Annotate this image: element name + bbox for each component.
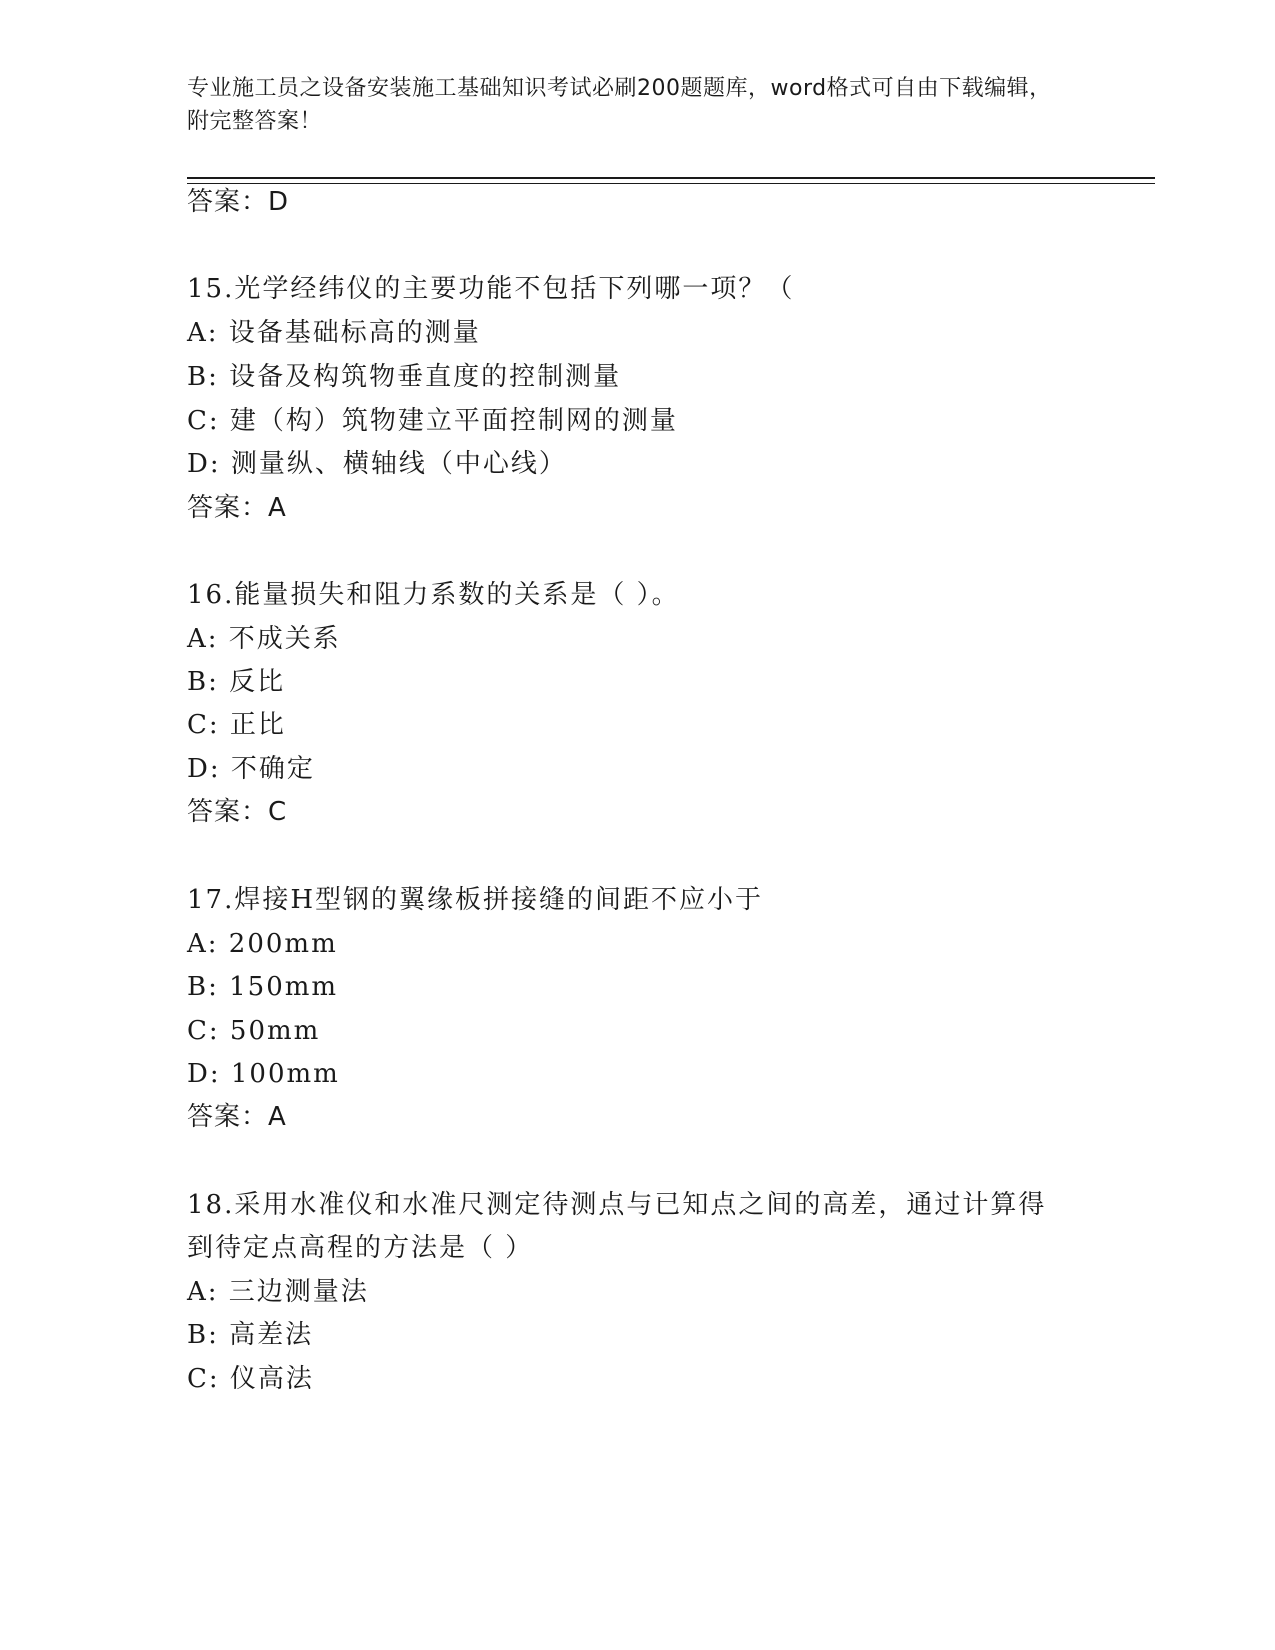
question-option: D: 不确定 <box>187 754 315 784</box>
question-option: A: 设备基础标高的测量 <box>187 318 481 348</box>
document-header: 专业施工员之设备安装施工基础知识考试必刷200题题库，word格式可自由下载编辑，附完整答案！ <box>187 76 1052 134</box>
answer-text: 答案：A <box>187 493 287 523</box>
question-option: A: 200mm <box>187 929 338 959</box>
question-stem: 16.能量损失和阻力系数的关系是（ ）。 <box>187 580 680 610</box>
header-rule-thick <box>187 177 1155 179</box>
question-option: A: 不成关系 <box>187 624 341 654</box>
question-stem-continued: 到待定点高程的方法是（ ） <box>187 1233 534 1263</box>
question-stem: 18.采用水准仪和水准尺测定待测点与已知点之间的高差，通过计算得 <box>187 1190 1047 1220</box>
question-option: C: 仪高法 <box>187 1364 314 1394</box>
question-option: A: 三边测量法 <box>187 1277 369 1307</box>
question-option: C: 建（构）筑物建立平面控制网的测量 <box>187 406 678 436</box>
answer-text: 答案：A <box>187 1102 287 1132</box>
answer-text: 答案：D <box>187 187 290 217</box>
question-option: B: 150mm <box>187 972 339 1002</box>
header-rule-thin <box>187 183 1155 184</box>
question-option: C: 正比 <box>187 710 286 740</box>
question-option: D: 100mm <box>187 1059 340 1089</box>
question-option: B: 反比 <box>187 667 286 697</box>
question-option: B: 高差法 <box>187 1320 314 1350</box>
question-stem: 17.焊接H型钢的翼缘板拼接缝的间距不应小于 <box>187 885 764 915</box>
question-stem: 15.光学经纬仪的主要功能不包括下列哪一项？（ <box>187 274 795 304</box>
question-option: C: 50mm <box>187 1016 321 1046</box>
question-option: B: 设备及构筑物垂直度的控制测量 <box>187 362 622 392</box>
answer-text: 答案：C <box>187 797 288 827</box>
question-option: D: 测量纵、横轴线（中心线） <box>187 449 567 479</box>
